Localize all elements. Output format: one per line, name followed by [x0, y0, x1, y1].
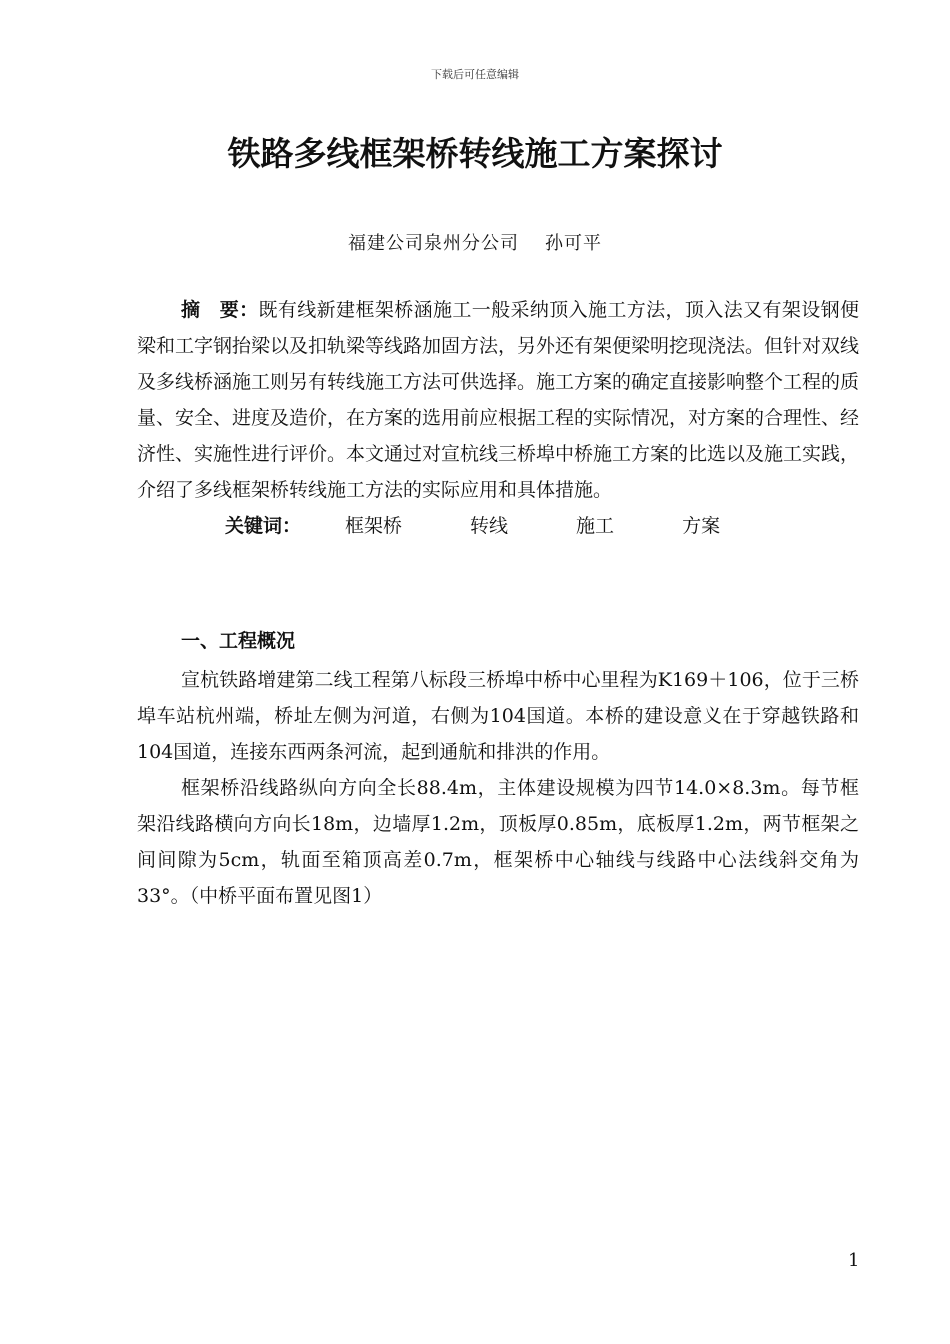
- author-name: 孙可平: [545, 233, 602, 254]
- abstract-text: 既有线新建框架桥涵施工一般采纳顶入施工方法，顶入法又有架设钢便梁和工字钢抬梁以及扣轨梁等线路加固方法，另外还有架便梁明挖现浇法。但针对双线及多线桥涵施工则另有转线施工方法可供选择。施工方案的确定直接影响整个工程的质量、安全、进度及造价，在方案的选用前应根据工程的实际情况，对方案的合理性、经济性、实施性进行评价。本文通过对宣杭线三桥埠中桥施工方案的比选以及施工实践，介绍了多线框架桥转线施工方法的实际应用和具体措施。: [137, 299, 860, 501]
- abstract-label: 摘 要：: [181, 299, 259, 321]
- page-number: 1: [848, 1250, 860, 1271]
- header-note: 下载后可任意编辑: [431, 68, 519, 81]
- keywords-line: [137, 508, 859, 544]
- abstract-paragraph: [137, 292, 859, 508]
- keyword: 方案: [682, 515, 721, 537]
- keyword: 施工: [576, 515, 615, 537]
- author-affiliation: 福建公司泉州分公司: [348, 233, 519, 254]
- section-heading: 一、工程概况: [181, 630, 296, 652]
- keyword: 转线: [470, 515, 509, 537]
- author-line: [0, 229, 950, 255]
- keyword: 框架桥: [345, 515, 403, 537]
- keywords-label: 关键词：: [225, 515, 302, 537]
- body-paragraph: 框架桥沿线路纵向方向全长88.4m，主体建设规模为四节14.0×8.3m。每节框架沿线路横向方向长18m，边墙厚1.2m，顶板厚0.85m，底板厚1.2m，两节框架之间间隙为5cm，轨面至箱顶高差0.7m，框架桥中心轴线与线路中心法线斜交角为33°。（中桥平面布置见图1）: [137, 777, 859, 907]
- abstract-block: [137, 292, 859, 544]
- section-body: [137, 662, 859, 914]
- body-paragraph: 宣杭铁路增建第二线工程第八标段三桥埠中桥中心里程为K169＋106，位于三桥埠车站杭州端，桥址左侧为河道，右侧为104国道。本桥的建设意义在于穿越铁路和104国道，连接东西两条河流，起到通航和排洪的作用。: [137, 669, 859, 763]
- document-title: 铁路多线框架桥转线施工方案探讨: [227, 134, 723, 173]
